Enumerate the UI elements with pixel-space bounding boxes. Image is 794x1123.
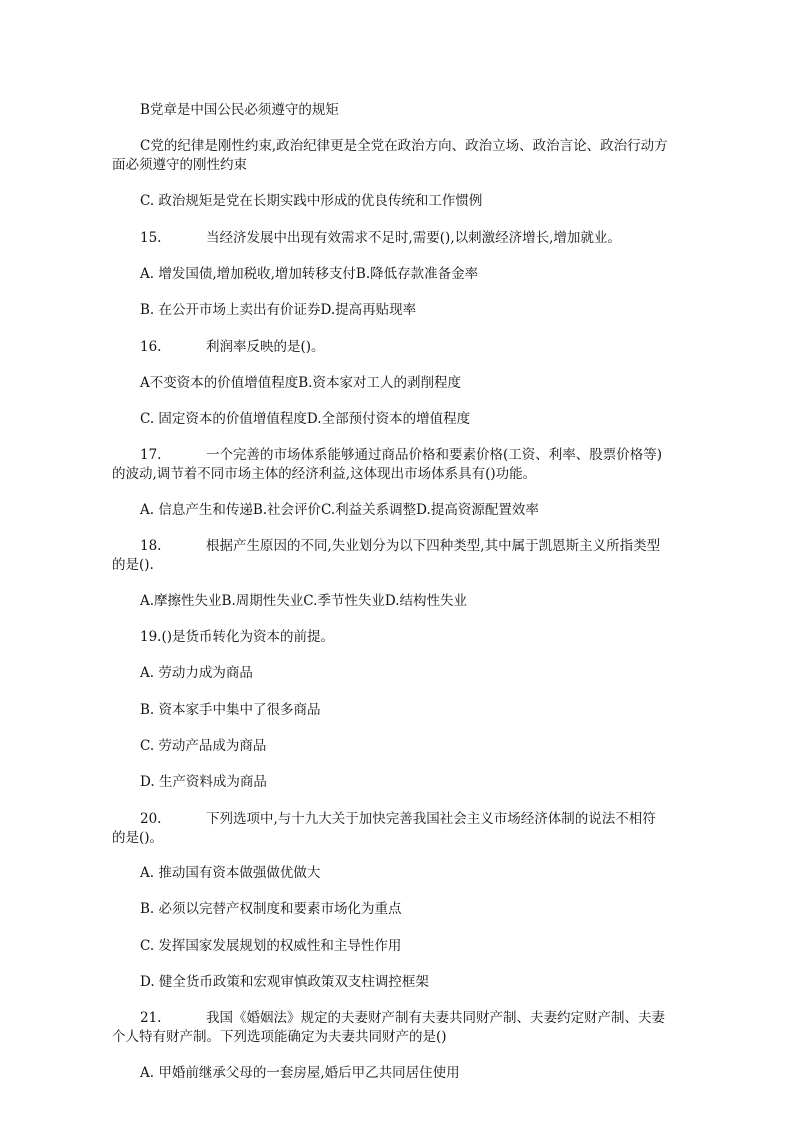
- question-17-line2: 的波动,调节着不同市场主体的经济利益,这体现出市场体系具有()功能。: [112, 466, 537, 482]
- q18-options: A.摩擦性失业B.周期性失业C.季节性失业D.结构性失业: [140, 593, 468, 609]
- question-17-line1: [112, 446, 687, 465]
- question-21-line1: [112, 1009, 687, 1028]
- option-c-discipline-line2: 面必须遵守的刚性约束: [112, 157, 247, 173]
- question-15: [140, 229, 685, 248]
- question-number: 21.: [140, 1010, 162, 1026]
- q19-option-d: D. 生产资料成为商品: [140, 774, 267, 790]
- q20-option-c: C. 发挥国家发展规划的权威性和主导性作用: [140, 938, 402, 954]
- question-20: [112, 810, 687, 848]
- question-number: 16.: [140, 339, 162, 355]
- question-text: 一个完善的市场体系能够通过商品价格和要素价格(工资、利率、股票价格等): [206, 447, 663, 463]
- q19-option-c: C. 劳动产品成为商品: [140, 738, 267, 754]
- q20-option-d: D. 健全货币政策和宏观审慎政策双支柱调控框架: [140, 974, 429, 990]
- q16-option-c: C. 固定资本的价值增值程度D.全部预付资本的增值程度: [140, 411, 471, 427]
- question-number: 17.: [140, 447, 162, 463]
- question-19: 19.()是货币转化为资本的前提。: [140, 629, 335, 645]
- q19-option-b: B. 资本家手中集中了很多商品: [140, 702, 321, 718]
- question-18-line2: 的是().: [112, 557, 154, 573]
- question-text: 利润率反映的是()。: [206, 339, 325, 355]
- question-20-line2: 的是()。: [112, 830, 164, 846]
- q17-options: A. 信息产生和传递B.社会评价C.利益关系调整D.提高资源配置效率: [140, 502, 539, 518]
- q19-option-a: A. 劳动力成为商品: [140, 665, 253, 681]
- question-text: 我国《婚姻法》规定的夫妻财产制有夫妻共同财产制、夫妻约定财产制、夫妻: [206, 1010, 665, 1026]
- question-21-line2: 个人特有财产制。下列选项能确定为夫妻共同财产的是(): [112, 1029, 447, 1045]
- q15-option-b: B. 在公开市场上卖出有价证券D.提高再贴现率: [140, 302, 417, 318]
- q20-option-a: A. 推动国有资本做强做优做大: [140, 865, 321, 881]
- option-c-discipline-line1: C党的纪律是刚性约束,政治纪律更是全党在政治方向、政治立场、政治言论、政治行动方: [140, 138, 668, 154]
- question-16: [140, 338, 685, 357]
- question-text: 下列选项中,与十九大关于加快完善我国社会主义市场经济体制的说法不相符: [206, 811, 656, 827]
- option-c-political-rules: C. 政治规矩是党在长期实践中形成的优良传统和工作惯例: [140, 193, 483, 209]
- q16-option-a: A不变资本的价值增值程度B.资本家对工人的剥削程度: [140, 375, 461, 391]
- question-18: [112, 537, 687, 575]
- question-18-line1: [112, 537, 687, 556]
- option-c-discipline: [112, 137, 687, 175]
- question-number: 20.: [140, 811, 162, 827]
- line-party-charter: B党章是中国公民必须遵守的规矩: [140, 102, 339, 118]
- question-17: [112, 446, 687, 484]
- question-number: 15.: [140, 230, 162, 246]
- question-21: [112, 1009, 687, 1047]
- q20-option-b: B. 必须以完替产权制度和要素市场化为重点: [140, 901, 402, 917]
- q21-option-a: A. 甲婚前继承父母的一套房屋,婚后甲乙共同居住使用: [140, 1065, 460, 1081]
- question-20-line1: [112, 810, 687, 829]
- q15-option-a: A. 增发国债,增加税收,增加转移支付B.降低存款准备金率: [140, 266, 479, 282]
- question-text: 根据产生原因的不同,失业划分为以下四种类型,其中属于凯恩斯主义所指类型: [206, 538, 661, 554]
- question-text: 当经济发展中出现有效需求不足时,需要(),以刺激经济增长,增加就业。: [206, 230, 621, 246]
- question-number: 18.: [140, 538, 162, 554]
